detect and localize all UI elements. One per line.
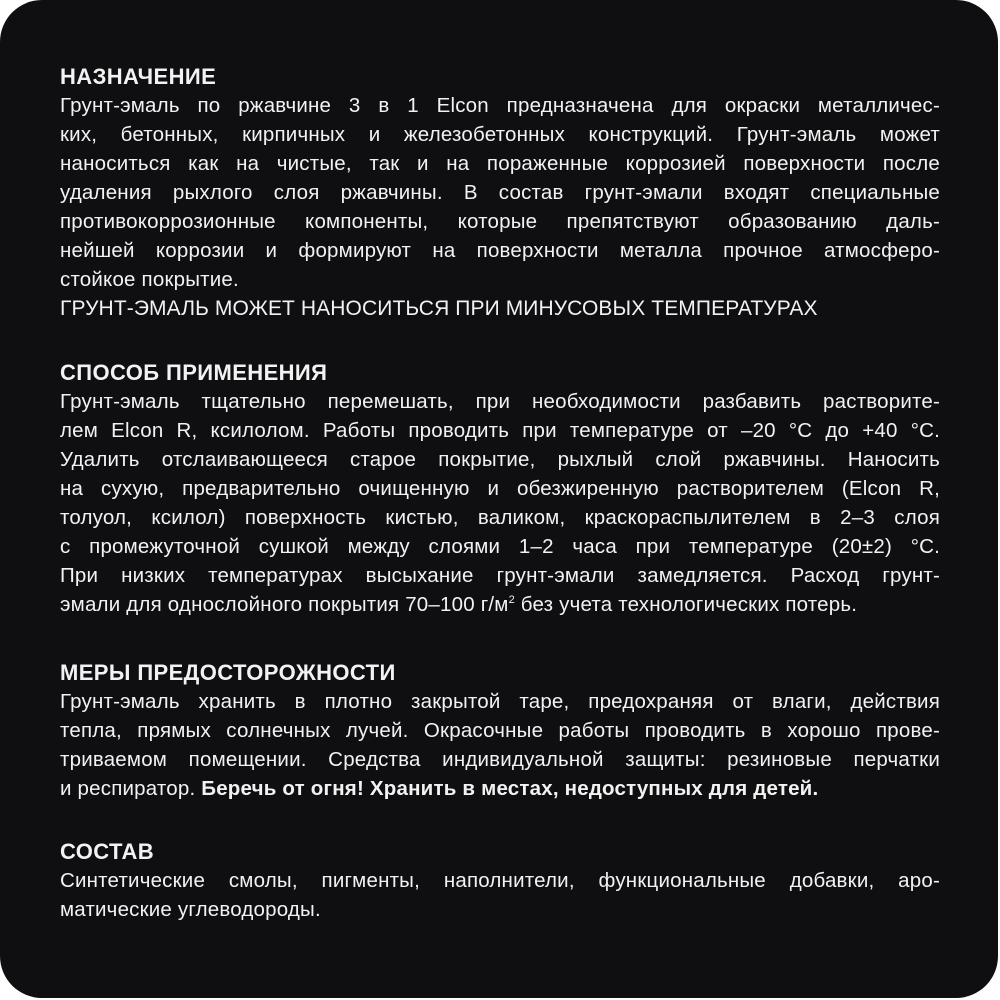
paragraph-line: на сухую, предварительно очищенную и обезжиренную растворителем (Elcon R,: [60, 477, 940, 500]
paragraph-line: Синтетические смолы, пигменты, наполнители, функциональные добавки, аро-: [60, 869, 940, 892]
section-precautions: [60, 658, 940, 803]
section-purpose: [60, 62, 940, 323]
paragraph-line: стойкое покрытие.: [60, 268, 239, 291]
section-composition: [60, 837, 940, 924]
content: [60, 62, 940, 924]
paragraph-line: нейшей коррозии и формируют на поверхности металла прочное атмосферо-: [60, 239, 940, 262]
paragraph-line: тепла, прямых солнечных лучей. Окрасочные работы проводить в хорошо прове-: [60, 719, 940, 742]
temperature-note: ГРУНТ-ЭМАЛЬ МОЖЕТ НАНОСИТЬСЯ ПРИ МИНУСОВЫХ ТЕМПЕРАТУРАХ: [60, 297, 818, 320]
paragraph-line: Грунт-эмаль тщательно перемешать, при необходимости разбавить растворите-: [60, 390, 940, 413]
section-application: [60, 358, 940, 619]
paragraph-line: удаления рыхлого слоя ржавчины. В состав грунт-эмали входят специальные: [60, 181, 940, 204]
paragraph-line: толуол, ксилол) поверхность кистью, валиком, краскораспылителем в 2–3 слоя: [60, 506, 940, 529]
paragraph-line: с промежуточной сушкой между слоями 1–2 часа при температуре (20±2) °С.: [60, 535, 940, 558]
precaution-text: и респиратор.: [60, 777, 202, 800]
paragraph-line: При низких температурах высыхание грунт-эмали замедляется. Расход грунт-: [60, 564, 940, 587]
paragraph-line: триваемом помещении. Средства индивидуальной защиты: резиновые перчатки: [60, 748, 940, 771]
paragraph-line: наноситься как на чистые, так и на пораженные коррозией поверхности после: [60, 152, 940, 175]
paragraph-line: лем Elcon R, ксилолом. Работы проводить при температуре от –20 °С до +40 °С.: [60, 419, 940, 442]
consumption-text: эмали для однослойного покрытия 70–100 г/м: [60, 593, 509, 616]
paragraph-line: Удалить отслаивающееся старое покрытие, рыхлый слой ржавчины. Наносить: [60, 448, 940, 471]
paragraph-line: [60, 774, 940, 803]
warning-text: Беречь от огня! Хранить в местах, недоступных для детей.: [201, 777, 819, 800]
section-heading: НАЗНАЧЕНИЕ: [60, 64, 217, 89]
section-heading: СПОСОБ ПРИМЕНЕНИЯ: [60, 360, 328, 385]
section-heading: СОСТАВ: [60, 839, 155, 864]
paragraph-line: Грунт-эмаль хранить в плотно закрытой таре, предохраняя от влаги, действия: [60, 690, 940, 713]
section-heading: МЕРЫ ПРЕДОСТОРОЖНОСТИ: [60, 660, 396, 685]
paragraph-line: противокоррозионные компоненты, которые препятствуют образованию даль-: [60, 210, 940, 233]
paragraph-line: Грунт-эмаль по ржавчине 3 в 1 Elcon предназначена для окраски металличес-: [60, 94, 940, 117]
superscript: 2: [508, 594, 515, 606]
paragraph-line: [60, 590, 940, 619]
paragraph-line: матические углеводороды.: [60, 898, 321, 921]
paragraph-line: ких, бетонных, кирпичных и железобетонных конструкций. Грунт-эмаль может: [60, 123, 940, 146]
consumption-text-end: без учета технологических потерь.: [514, 593, 858, 616]
